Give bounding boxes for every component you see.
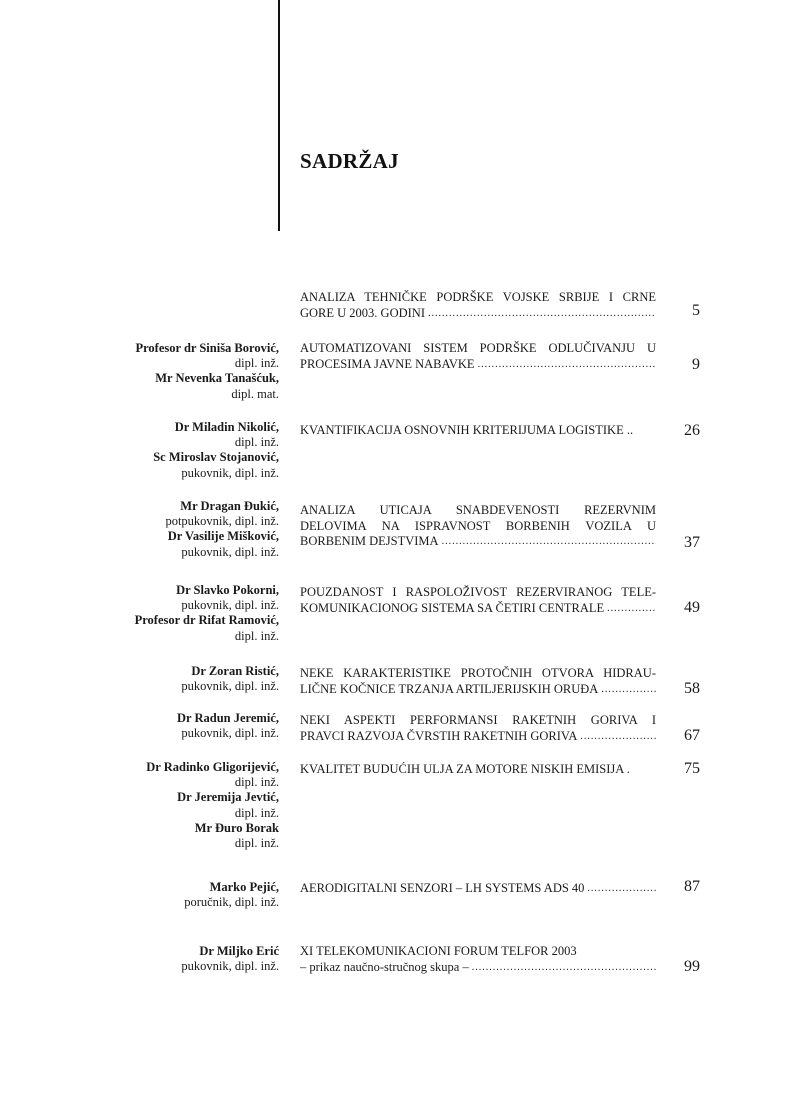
author-affiliation: dipl. mat. (231, 386, 279, 401)
author-name: Dr Zoran Ristić, (191, 664, 279, 678)
leader-dots (587, 881, 656, 897)
leader-dots (442, 534, 656, 550)
page-number[interactable]: 99 (684, 958, 700, 975)
title-line: KVALITET BUDUĆIH ULJA ZA MOTORE NISKIH EMISIJA . (300, 762, 630, 776)
page-number[interactable]: 9 (692, 356, 700, 373)
author-name: Profesor dr Siniša Borović, (135, 341, 279, 355)
author-affiliation: dipl. inž. (234, 805, 279, 820)
page-number[interactable]: 58 (684, 680, 700, 697)
author-affiliation: pukovnik, dipl. inž. (181, 959, 279, 974)
title-line: GORE U 2003. GODINI (300, 305, 425, 320)
title-line: AUTOMATIZOVANI SISTEM PODRŠKE ODLUČIVANJU U (300, 341, 656, 355)
toc-entry-authors (181, 944, 279, 974)
author-name: Profesor dr Rifat Ramović, (134, 613, 279, 628)
toc-entry-title[interactable] (300, 762, 656, 778)
title-line: – prikaz naučno-stručnog skupa – (300, 959, 469, 974)
page-number[interactable]: 75 (684, 760, 700, 777)
page-number[interactable]: 67 (684, 727, 700, 744)
author-name: Dr Miljko Erić (199, 944, 279, 958)
author-affiliation: pukovnik, dipl. inž. (181, 679, 279, 694)
toc-entry-title[interactable] (300, 290, 656, 321)
author-affiliation: pukovnik, dipl. inž. (181, 465, 279, 480)
author-name: Sc Miroslav Stojanović, (153, 450, 279, 465)
title-line: KOMUNIKACIONOG SISTEMA SA ČETIRI CENTRALE (300, 600, 605, 615)
toc-entry-title[interactable] (300, 341, 656, 372)
author-name: Mr Nevenka Tanašćuk, (155, 371, 279, 386)
toc-entry-authors (177, 711, 279, 741)
page-number[interactable]: 87 (684, 878, 700, 895)
leader-dots (607, 601, 656, 617)
title-line: KVANTIFIKACIJA OSNOVNIH KRITERIJUMA LOGISTIKE .. (300, 423, 634, 437)
author-affiliation: pukovnik, dipl. inž. (181, 598, 279, 613)
author-affiliation: dipl. inž. (234, 435, 279, 450)
toc-entry-title[interactable] (300, 503, 656, 550)
author-name: Marko Pejić, (209, 880, 279, 894)
leader-dots (580, 729, 656, 745)
toc-entry-authors (146, 760, 279, 851)
title-line: AERODIGITALNI SENZORI – LH SYSTEMS ADS 40 (300, 881, 585, 895)
leader-dots (472, 960, 656, 976)
title-line: NEKE KARAKTERISTIKE PROTOČNIH OTVORA HIDRAU- (300, 666, 656, 680)
toc-entry-title[interactable] (300, 585, 656, 616)
title-line: ANALIZA TEHNIČKE PODRŠKE VOJSKE SRBIJE I CRNE (300, 290, 656, 304)
author-name: Mr Dragan Đukić, (180, 499, 279, 513)
author-affiliation: poručnik, dipl. inž. (184, 895, 279, 910)
author-affiliation: pukovnik, dipl. inž. (181, 544, 279, 559)
title-line: BORBENIM DEJSTVIMA (300, 534, 439, 549)
author-name: Dr Miladin Nikolić, (174, 420, 279, 434)
author-name: Dr Vasilije Mišković, (167, 529, 279, 544)
author-name: Dr Radinko Gligorijević, (146, 760, 279, 774)
toc-entry-title[interactable] (300, 423, 656, 439)
page-number[interactable]: 26 (684, 422, 700, 439)
author-affiliation: dipl. inž. (234, 356, 279, 371)
title-line: LIČNE KOČNICE TRZANJA ARTILJERIJSKIH ORUĐA (300, 681, 599, 696)
toc-entry-authors (181, 664, 279, 694)
title-line: POUZDANOST I RASPOLOŽIVOST REZERVIRANOG TELE- (300, 585, 656, 599)
toc-entry-title[interactable] (300, 944, 656, 975)
title-line: DELOVIMA NA ISPRAVNOST BORBENIH VOZILA U (300, 518, 656, 533)
title-line: XI TELEKOMUNIKACIONI FORUM TELFOR 2003 (300, 944, 577, 958)
author-name: Mr Đuro Borak (194, 820, 279, 835)
toc-entry-title[interactable] (300, 881, 656, 897)
leader-dots (601, 682, 656, 698)
toc-entry-authors (184, 880, 279, 910)
author-affiliation: dipl. inž. (234, 836, 279, 851)
toc-entry-authors (135, 341, 279, 402)
toc-entry-title[interactable] (300, 713, 656, 744)
leader-dots (428, 306, 656, 322)
toc-entry-title[interactable] (300, 666, 656, 697)
author-name: Dr Jeremija Jevtić, (177, 790, 279, 805)
page-title: SADRŽAJ (300, 149, 399, 173)
page-number[interactable]: 5 (692, 302, 700, 319)
author-name: Dr Radun Jeremić, (177, 711, 279, 725)
toc-entry-authors (135, 583, 279, 644)
author-affiliation: pukovnik, dipl. inž. (181, 726, 279, 741)
toc-entry-authors (165, 499, 279, 560)
author-affiliation: dipl. inž. (234, 775, 279, 790)
page-number[interactable]: 49 (684, 599, 700, 616)
title-line: PROCESIMA JAVNE NABAVKE (300, 356, 475, 371)
toc-entry-authors (153, 420, 279, 481)
author-name: Dr Slavko Pokorni, (176, 583, 279, 597)
author-affiliation: dipl. inž. (234, 628, 279, 643)
title-line: NEKI ASPEKTI PERFORMANSI RAKETNIH GORIVA I (300, 713, 656, 727)
title-line: PRAVCI RAZVOJA ČVRSTIH RAKETNIH GORIVA (300, 728, 578, 743)
title-line: ANALIZA UTICAJA SNABDEVENOSTI REZERVNIM (300, 503, 656, 517)
page-number[interactable]: 37 (684, 534, 700, 551)
vertical-rule (278, 0, 280, 231)
leader-dots (478, 357, 656, 373)
author-affiliation: potpukovnik, dipl. inž. (165, 514, 279, 529)
